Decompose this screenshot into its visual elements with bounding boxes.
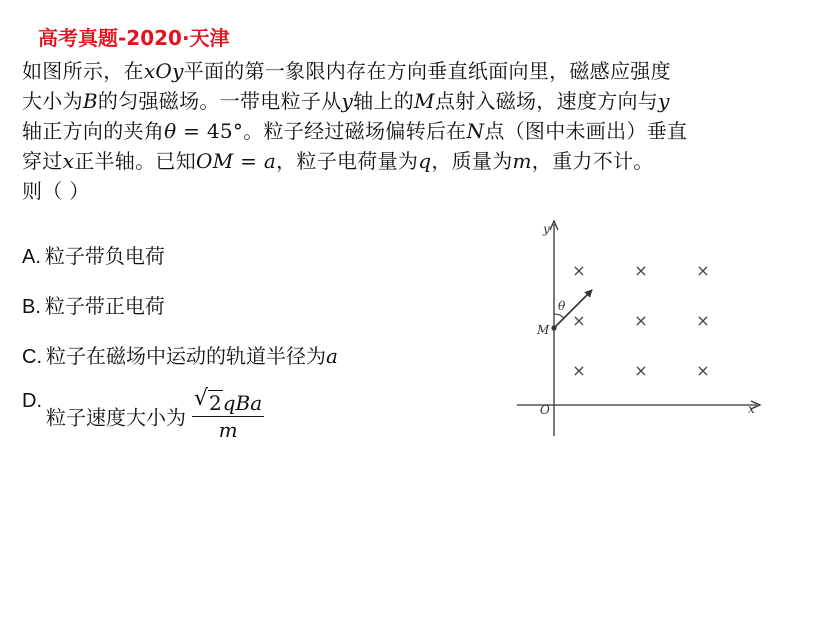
x-axis-label: x <box>748 402 755 416</box>
stem-math: = <box>233 149 264 173</box>
fraction-numerator <box>192 386 264 417</box>
option-letter: C. <box>22 346 42 368</box>
stem-line-5: 则（ ） <box>22 179 90 203</box>
stem-text: 如图所示，在 <box>22 59 144 83</box>
stem-math: OM <box>196 149 234 173</box>
stem-text: 穿过 <box>22 149 63 173</box>
stem-math: y <box>341 89 354 113</box>
field-cross: × <box>572 311 586 330</box>
stem-math: m <box>512 149 532 173</box>
stem-math: N <box>466 119 485 143</box>
option-c[interactable] <box>22 340 338 369</box>
stem-text: 。粒子经过磁场偏转后在 <box>243 119 467 143</box>
stem-text: 点（图中未画出）垂直 <box>484 119 688 143</box>
origin-label: O <box>540 403 550 417</box>
stem-math: x <box>62 149 75 173</box>
stem-math: a <box>263 149 277 173</box>
stem-math: xOy <box>143 59 184 83</box>
question-stem <box>22 56 812 206</box>
stem-text: 轴上的 <box>353 89 415 113</box>
option-text: 粒子带负电荷 <box>44 244 165 268</box>
sqrt-expression <box>194 386 223 415</box>
stem-text: ，质量为 <box>431 149 513 173</box>
stem-text: 轴正方向的夹角 <box>22 119 165 143</box>
option-text: 粒子在磁场中运动的轨道半径为 <box>46 344 326 368</box>
point-m <box>551 325 556 330</box>
stem-line-4 <box>22 146 812 176</box>
field-cross: × <box>696 311 710 330</box>
option-a[interactable] <box>22 240 165 269</box>
stem-text: ，粒子电荷量为 <box>276 149 419 173</box>
angle-arc <box>554 314 564 318</box>
option-letter: D. <box>22 390 42 412</box>
option-math: a <box>326 344 338 368</box>
stem-math: B <box>82 89 98 113</box>
field-cross: × <box>572 261 586 280</box>
option-letter: A. <box>22 246 41 268</box>
stem-math: θ <box>164 119 177 143</box>
option-text: 粒子速度大小为 <box>46 405 186 430</box>
field-cross: × <box>696 361 710 380</box>
numerator-rest: qBa <box>222 391 263 415</box>
field-cross: × <box>572 361 586 380</box>
field-cross: × <box>634 361 648 380</box>
radicand: 2 <box>209 391 222 415</box>
stem-math: M <box>414 89 435 113</box>
y-axis-label: y <box>543 222 550 236</box>
field-cross-grid <box>572 261 709 380</box>
option-text: 粒子带正电荷 <box>44 294 165 318</box>
radical-sign: √ <box>194 386 209 411</box>
stem-math: q <box>418 149 432 173</box>
velocity-fraction <box>192 386 264 442</box>
stem-text: 大小为 <box>22 89 83 113</box>
stem-line-3 <box>22 116 812 146</box>
stem-text: ，重力不计。 <box>531 149 654 173</box>
option-letter: B. <box>22 296 41 318</box>
stem-line-2 <box>22 86 812 116</box>
stem-math: = 45° <box>176 119 244 143</box>
field-cross: × <box>634 261 648 280</box>
angle-theta-label: θ <box>558 299 566 313</box>
magnetic-field-diagram <box>505 218 767 440</box>
option-b[interactable] <box>22 290 165 319</box>
stem-text: 平面的第一象限内存在方向垂直纸面向里，磁感应强度 <box>183 59 671 83</box>
field-cross: × <box>696 261 710 280</box>
stem-text: 点射入磁场，速度方向与 <box>434 89 659 113</box>
point-m-label: M <box>537 323 550 337</box>
option-d[interactable] <box>22 386 264 442</box>
field-cross: × <box>634 311 648 330</box>
stem-text: 的匀强磁场。一带电粒子从 <box>97 89 342 113</box>
problem-source-title: 高考真题-2020·天津 <box>38 26 230 50</box>
stem-text: 正半轴。已知 <box>74 149 197 173</box>
stem-math: y <box>658 89 670 113</box>
stem-line-1 <box>22 56 812 86</box>
fraction-denominator: m <box>218 418 238 442</box>
